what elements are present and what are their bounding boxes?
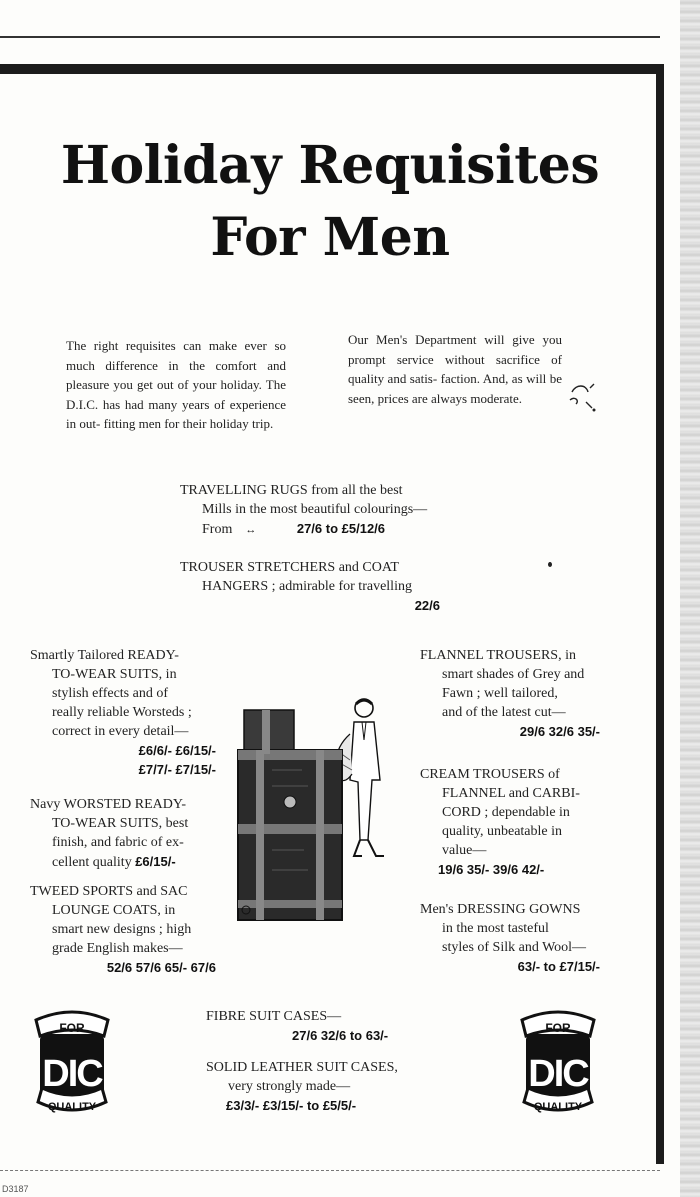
intro-right-line: you prompt service without [348, 332, 563, 367]
item-price: 29/6 32/6 35/- [519, 724, 600, 739]
logo-bottom-text: QUALITY [533, 1101, 583, 1113]
item-price: 22/6 [414, 598, 440, 613]
headline-line-2: For Men [210, 207, 450, 268]
item-text: very strongly made— [228, 1079, 351, 1094]
item-text: TO-WEAR SUITS, best [52, 816, 189, 831]
top-rule [0, 36, 660, 38]
frame-top-border [0, 64, 662, 74]
ink-speck [548, 562, 552, 567]
leather-suit-cases-item [206, 1058, 446, 1115]
from-label: From [202, 522, 233, 537]
intro-right-paragraph [348, 330, 562, 408]
item-price: £3/3/- £3/15/- to £5/5/- [226, 1098, 357, 1113]
item-text: cellent quality [52, 855, 132, 870]
item-text: in the most tasteful [442, 921, 549, 936]
item-price: 27/6 32/6 to 63/- [292, 1028, 389, 1043]
item-text: FIBRE SUIT CASES— [206, 1009, 342, 1024]
bottom-rule [0, 1170, 660, 1172]
item-price: £6/6/- £6/15/- [138, 743, 216, 758]
fibre-suit-cases-item [206, 1007, 446, 1045]
intro-right-line: prices are always moderate. [377, 390, 522, 406]
item-price: 63/- to £7/15/- [517, 959, 600, 974]
footer-code: D3187 [2, 1184, 29, 1194]
item-text: correct in every detail— [52, 724, 189, 739]
item-text: HANGERS ; admirable for travelling [202, 579, 412, 594]
item-text: LOUNGE COATS, in [52, 903, 176, 918]
item-text: Men's DRESSING GOWNS [420, 902, 581, 917]
intro-right-line: faction. And, as will be seen, [348, 371, 563, 406]
item-text: styles of Silk and Wool— [442, 940, 587, 955]
flannel-trousers-item [420, 646, 600, 741]
travelling-rugs-item [180, 481, 450, 540]
item-text: smart new designs ; high [52, 922, 192, 937]
item-text: TRAVELLING RUGS from all the best [180, 483, 403, 498]
item-text: quality, unbeatable in [442, 824, 562, 839]
dic-quality-logo [516, 1006, 600, 1122]
item-text: value— [442, 843, 487, 858]
intro-left-line: many years of experience in out- [66, 396, 286, 431]
item-price: £6/15/- [135, 854, 176, 869]
item-text: Mills in the most beautiful colourings— [202, 502, 428, 517]
navy-worsted-suits-item [30, 795, 216, 872]
item-text: TROUSER STRETCHERS and COAT [180, 560, 399, 575]
item-text: finish, and fabric of ex- [52, 835, 184, 850]
item-text: Smartly Tailored READY- [30, 648, 179, 663]
dressing-gowns-item [420, 900, 600, 976]
intro-left-line: so much difference in the comfort [66, 338, 286, 373]
logo-top-text: FOR [545, 1021, 571, 1035]
item-price: 27/6 to £5/12/6 [296, 521, 386, 536]
item-price-row [180, 519, 450, 540]
item-text: CREAM TROUSERS of [420, 767, 560, 782]
item-text: CORD ; dependable in [442, 805, 570, 820]
item-text: SOLID LEATHER SUIT CASES, [206, 1060, 398, 1075]
scan-edge [680, 0, 700, 1197]
item-text: Navy WORSTED READY- [30, 797, 187, 812]
item-text: really reliable Worsteds ; [52, 705, 192, 720]
item-price: £7/7/- £7/15/- [138, 762, 216, 777]
intro-left-line: holiday. The D.I.C. has had [66, 377, 286, 412]
arrow-icon: ↔ [245, 524, 257, 536]
intro-left-line: and pleasure you get out of your [66, 357, 286, 392]
decorative-ornament-icon [566, 378, 600, 418]
item-price: 52/6 57/6 65/- 67/6 [106, 960, 216, 975]
logo-middle-text: DIC [528, 1053, 588, 1095]
item-text: Fawn ; well tailored, [442, 686, 558, 701]
item-text: FLANNEL and CARBI- [442, 786, 580, 801]
item-text: stylish effects and of [52, 686, 168, 701]
intro-left-line: The right requisites can make ever [66, 338, 267, 353]
logo-bottom-text: QUALITY [47, 1101, 97, 1113]
trunk-and-man-illustration [232, 690, 408, 930]
ready-to-wear-suits-item [30, 646, 216, 779]
item-text: grade English makes— [52, 941, 183, 956]
headline-line-1: Holiday Requisites [60, 135, 600, 196]
item-text-with-price [30, 852, 216, 872]
logo-middle-text: DIC [42, 1053, 102, 1095]
item-text: FLANNEL TROUSERS, in [420, 648, 576, 663]
intro-right-line: Our Men's Department will give [348, 332, 535, 347]
intro-left-paragraph [66, 336, 286, 434]
intro-left-line: fitting men for their holiday trip. [103, 416, 274, 431]
cream-trousers-item [420, 765, 600, 879]
headline [20, 130, 640, 274]
intro-right-line: sacrifice of quality and satis- [348, 351, 563, 386]
item-text: and of the latest cut— [442, 705, 566, 720]
trouser-stretchers-item [180, 558, 450, 615]
item-text: TWEED SPORTS and SAC [30, 884, 188, 899]
logo-top-text: FOR [59, 1021, 85, 1035]
tweed-sports-coats-item [30, 882, 216, 977]
item-price: 19/6 35/- 39/6 42/- [438, 862, 545, 877]
frame-right-border [656, 64, 664, 1164]
item-text: TO-WEAR SUITS, in [52, 667, 177, 682]
dic-quality-logo [30, 1006, 114, 1122]
item-text: smart shades of Grey and [442, 667, 585, 682]
